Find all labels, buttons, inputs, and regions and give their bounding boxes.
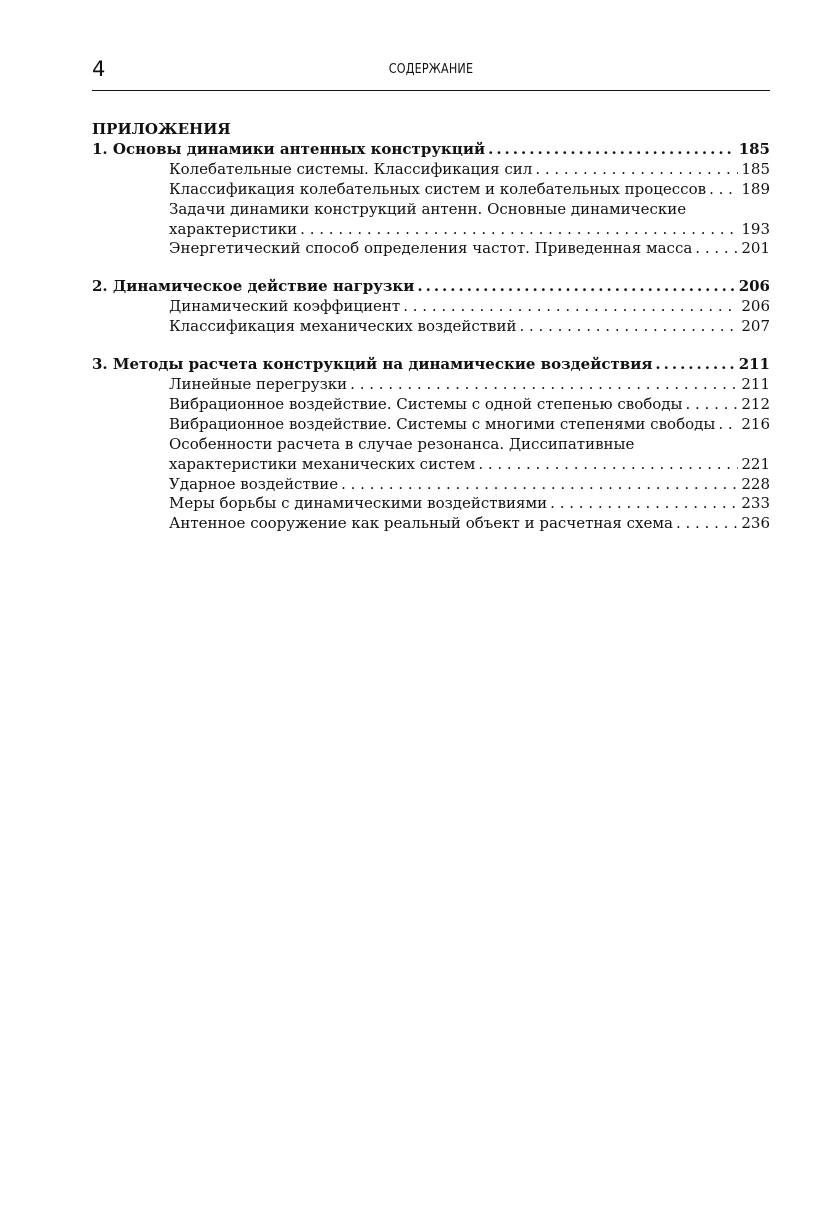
toc-entry-title: Вибрационное воздействие. Системы с многими степенями свободы — [169, 414, 716, 433]
toc-section-title: 3. Методы расчета конструкций на динамические воздействия — [92, 355, 653, 374]
toc-page-number: 228 — [741, 474, 770, 493]
toc-section-title-row[interactable] — [92, 277, 770, 297]
dot-leader — [676, 514, 738, 534]
toc-entry[interactable] — [92, 514, 770, 534]
toc-page-number: 207 — [741, 317, 770, 336]
toc-entry[interactable] — [92, 375, 770, 395]
toc-section-3 — [92, 355, 770, 534]
toc-entry[interactable] — [92, 180, 770, 200]
dot-leader — [709, 180, 738, 200]
dot-leader — [417, 277, 735, 297]
toc-page-number: 193 — [741, 219, 770, 238]
toc-entry-title: Ударное воздействие — [169, 474, 339, 493]
toc-section-2 — [92, 277, 770, 337]
toc-page-number: 185 — [741, 159, 770, 178]
toc-entry-title: Классификация механических воздействий — [169, 317, 517, 336]
toc-page-number: 221 — [741, 454, 770, 473]
dot-leader — [718, 415, 738, 435]
toc-page-number: 201 — [741, 239, 770, 258]
toc-page-number: 189 — [741, 179, 770, 198]
toc-entry[interactable] — [92, 415, 770, 435]
dot-leader — [695, 239, 738, 259]
dot-leader — [341, 475, 738, 495]
toc-section-1 — [92, 140, 770, 259]
toc-entry-title: Классификация колебательных систем и колебательных процессов — [169, 179, 707, 198]
toc-entry[interactable] — [92, 395, 770, 415]
toc-heading: ПРИЛОЖЕНИЯ — [92, 120, 231, 138]
toc-entry-title: Антенное сооружение как реальный объект и расчетная схема — [169, 514, 673, 533]
dot-leader — [350, 375, 738, 395]
toc-entry-first-line: Особенности расчета в случае резонанса. Диссипативные — [169, 434, 635, 453]
toc-page-number: 211 — [738, 355, 770, 374]
toc-page-number: 216 — [741, 414, 770, 433]
dot-leader — [685, 395, 738, 415]
page-header — [92, 56, 770, 91]
toc-entry[interactable] — [92, 455, 770, 475]
dot-leader — [550, 494, 738, 514]
toc-section-title-row[interactable] — [92, 355, 770, 375]
toc-entry[interactable] — [92, 297, 770, 317]
toc-entry-title: Динамический коэффициент — [169, 297, 401, 316]
toc-section-title: 2. Динамическое действие нагрузки — [92, 277, 415, 296]
dot-leader — [403, 297, 738, 317]
toc-entry[interactable] — [92, 220, 770, 240]
toc-section-title: 1. Основы динамики антенных конструкций — [92, 139, 486, 158]
toc-page-number: 233 — [741, 494, 770, 513]
toc-entry[interactable] — [92, 494, 770, 514]
toc-page-number: 185 — [738, 139, 770, 158]
dot-leader — [535, 160, 738, 180]
toc-page-number: 236 — [741, 514, 770, 533]
toc-page-number: 206 — [741, 297, 770, 316]
toc-entry-title: Вибрационное воздействие. Системы с одной степенью свободы — [169, 394, 683, 413]
dot-leader — [488, 140, 736, 160]
toc-entry-title: Колебательные системы. Классификация сил — [169, 159, 533, 178]
running-head: СОДЕРЖАНИЕ — [388, 62, 474, 77]
toc-entry-title: Энергетический способ определения частот. Приведенная масса — [169, 239, 693, 258]
toc-entry-title: Линейные перегрузки — [169, 374, 348, 393]
page-number: 4 — [92, 57, 106, 81]
table-of-contents — [92, 120, 770, 552]
toc-entry[interactable] — [92, 160, 770, 180]
toc-entry[interactable] — [92, 317, 770, 337]
toc-entry-title: характеристики — [169, 219, 298, 238]
toc-page-number: 211 — [741, 374, 770, 393]
toc-entry-first-line: Задачи динамики конструкций антенн. Основные динамические — [169, 199, 687, 218]
toc-page-number: 212 — [741, 394, 770, 413]
toc-section-title-row[interactable] — [92, 140, 770, 160]
toc-entry-title: Меры борьбы с динамическими воздействиями — [169, 494, 548, 513]
toc-entry[interactable] — [92, 475, 770, 495]
dot-leader — [655, 355, 735, 375]
toc-entry-title: характеристики механических систем — [169, 454, 476, 473]
dot-leader — [300, 220, 738, 240]
toc-page-number: 206 — [738, 277, 770, 296]
dot-leader — [478, 455, 738, 475]
dot-leader — [519, 317, 738, 337]
toc-entry[interactable] — [92, 239, 770, 259]
